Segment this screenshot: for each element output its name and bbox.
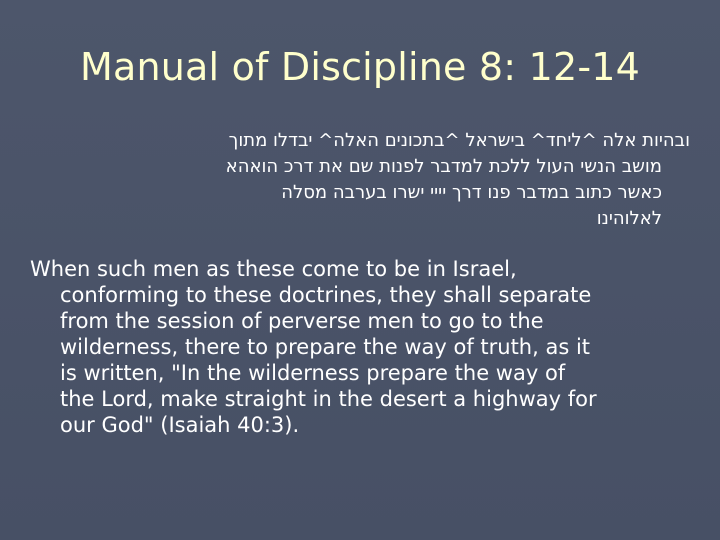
english-line: the Lord, make straight in the desert a highway for	[60, 387, 597, 411]
english-translation	[30, 256, 700, 438]
english-line: conforming to these doctrines, they shall separate	[60, 283, 592, 307]
hebrew-text	[30, 128, 690, 232]
english-line: is written, "In the wilderness prepare the way of	[60, 361, 566, 385]
english-line: our God" (Isaiah 40:3).	[60, 413, 300, 437]
hebrew-line: כאשר כתוב במדבר פנו דרך יייי ישרו בערבה מסלה	[281, 182, 662, 203]
hebrew-line: לאלוהינו	[596, 208, 662, 229]
slide-title: Manual of Discipline 8: 12-14	[80, 45, 640, 89]
hebrew-line: ובהיות אלה ^ליחד^ בישראל ^בתכונים האלה^ יבדלו מתוך	[228, 130, 690, 151]
english-line: wilderness, there to prepare the way of truth, as it	[60, 335, 591, 359]
english-line: from the session of perverse men to go to the	[60, 309, 544, 333]
english-line: When such men as these come to be in Israel,	[30, 257, 517, 281]
hebrew-line: מושב הנשי העול ללכת למדבר לפנות שם את דרכ הואהא	[225, 156, 662, 177]
